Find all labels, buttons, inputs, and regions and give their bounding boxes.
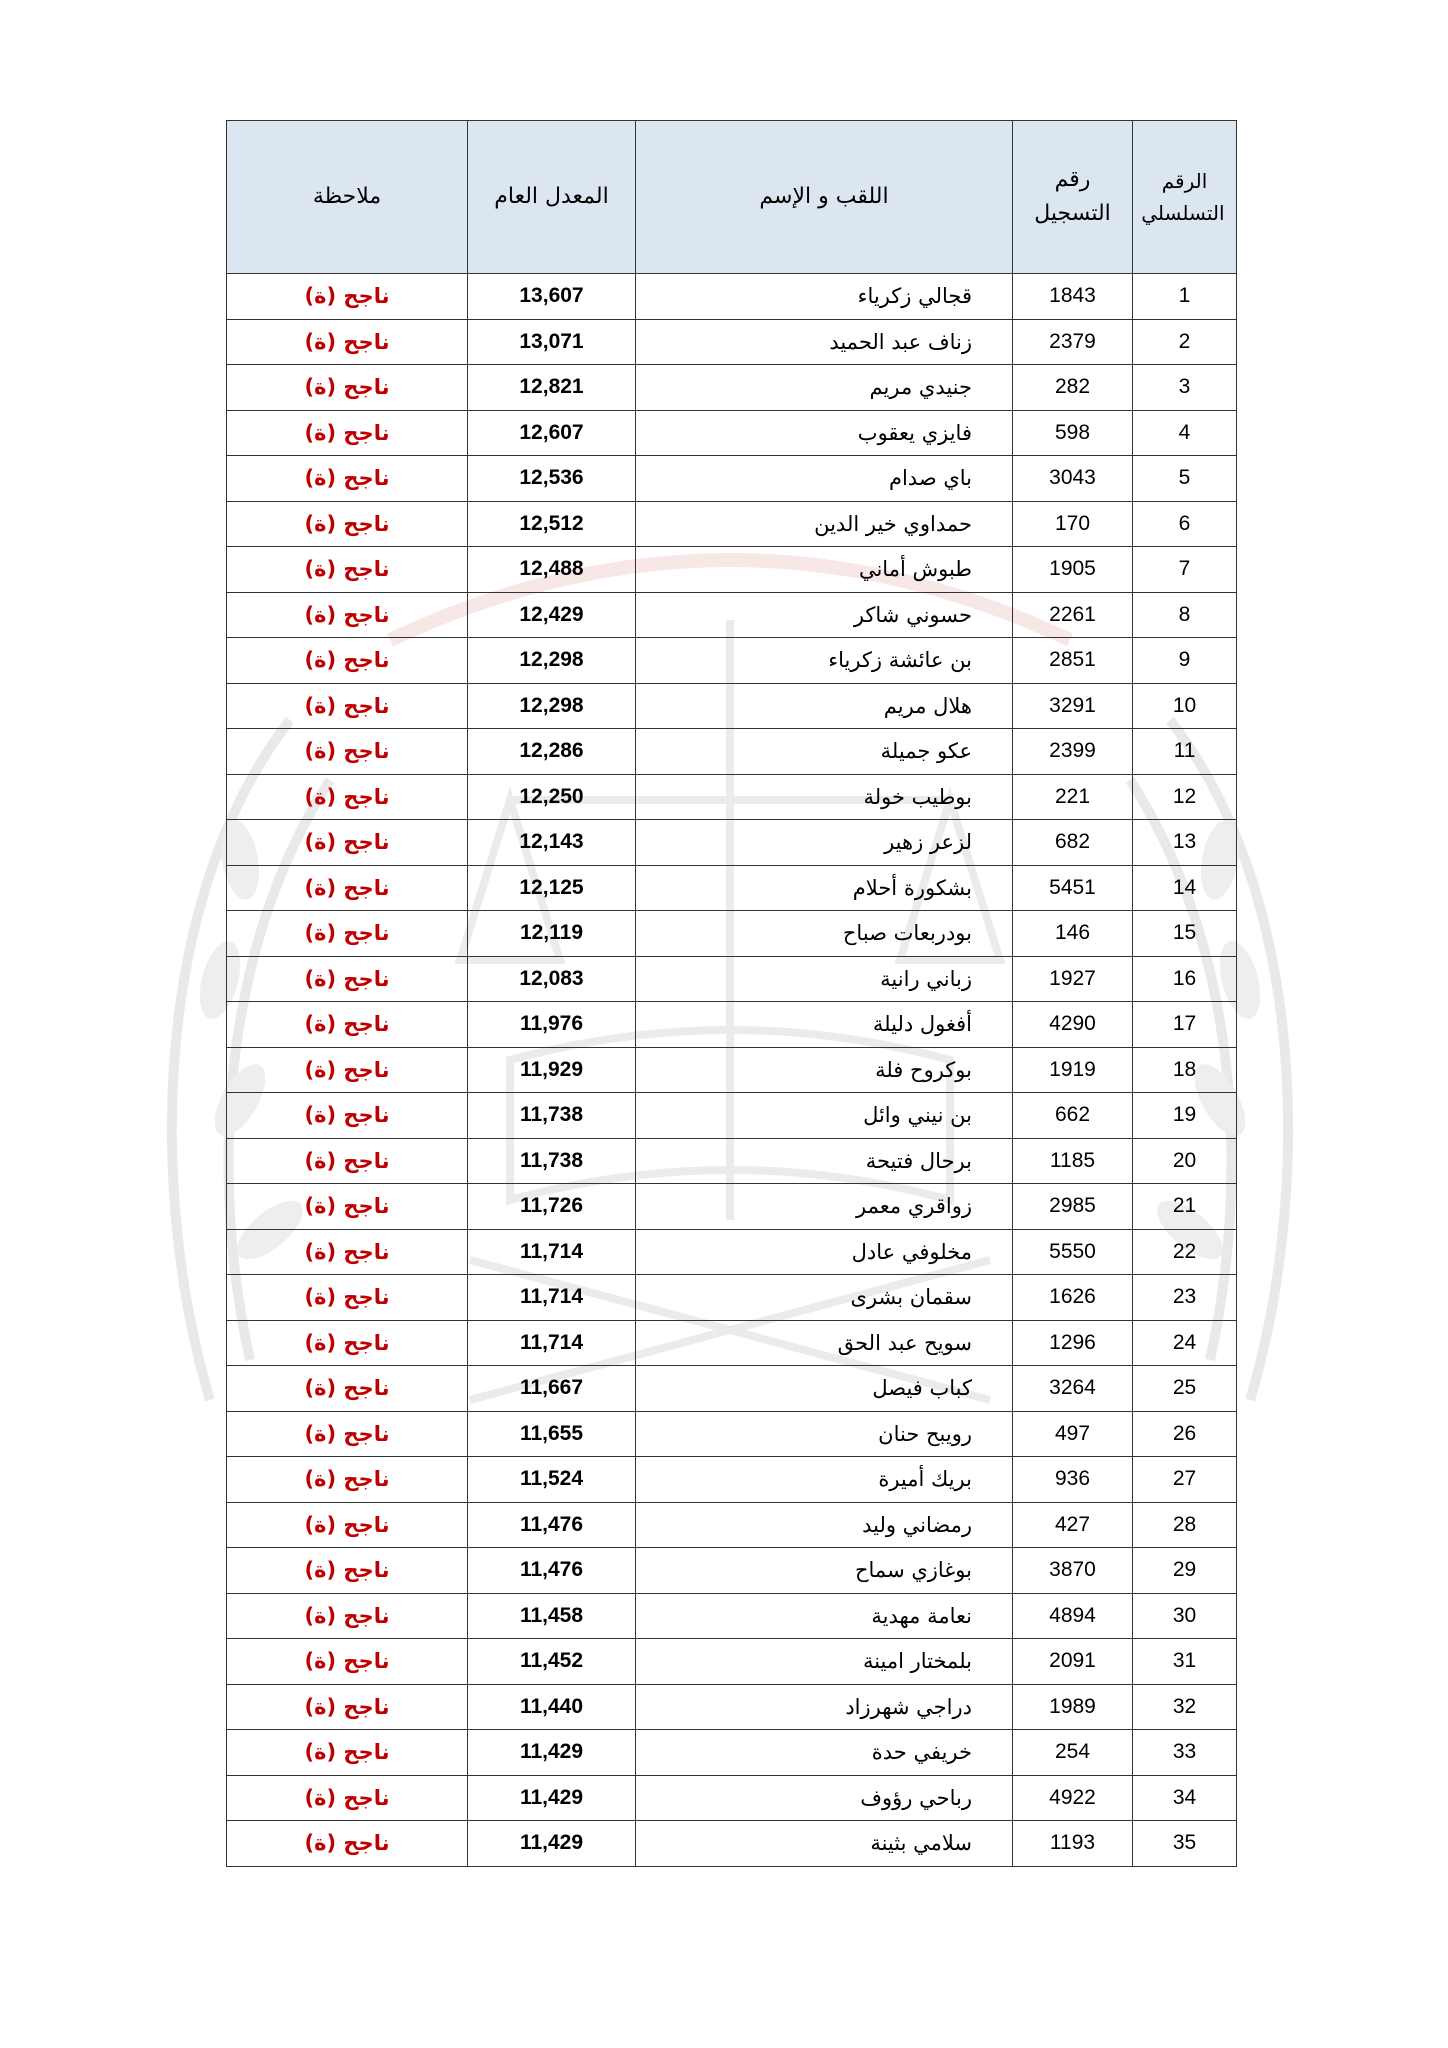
registration-cell: 254: [1013, 1730, 1133, 1776]
average-cell: 11,738: [468, 1138, 636, 1184]
average-cell: 11,976: [468, 1002, 636, 1048]
name-cell: كباب فيصل: [636, 1366, 1013, 1412]
average-cell: 12,119: [468, 911, 636, 957]
serial-cell: 2: [1133, 319, 1237, 365]
table-row: [227, 1138, 1237, 1184]
header-registration: رقم التسجيل: [1013, 121, 1133, 274]
average-cell: 12,250: [468, 774, 636, 820]
table-row: [227, 319, 1237, 365]
note-cell: ناجح (ة): [227, 501, 468, 547]
average-cell: 12,536: [468, 456, 636, 502]
note-cell: ناجح (ة): [227, 319, 468, 365]
serial-cell: 5: [1133, 456, 1237, 502]
registration-cell: 1905: [1013, 547, 1133, 593]
serial-cell: 21: [1133, 1184, 1237, 1230]
serial-cell: 29: [1133, 1548, 1237, 1594]
table-row: [227, 1502, 1237, 1548]
note-cell: ناجح (ة): [227, 1775, 468, 1821]
average-cell: 11,429: [468, 1821, 636, 1867]
table-row: [227, 547, 1237, 593]
registration-cell: 282: [1013, 365, 1133, 411]
name-cell: عكو جميلة: [636, 729, 1013, 775]
table-row: [227, 1684, 1237, 1730]
name-cell: بلمختار امينة: [636, 1639, 1013, 1685]
table-row: [227, 1184, 1237, 1230]
average-cell: 12,143: [468, 820, 636, 866]
name-cell: أفغول دليلة: [636, 1002, 1013, 1048]
note-cell: ناجح (ة): [227, 1184, 468, 1230]
registration-cell: 1296: [1013, 1320, 1133, 1366]
note-cell: ناجح (ة): [227, 1229, 468, 1275]
table-row: [227, 638, 1237, 684]
registration-cell: 2379: [1013, 319, 1133, 365]
table-row: [227, 1366, 1237, 1412]
serial-cell: 10: [1133, 683, 1237, 729]
registration-cell: 146: [1013, 911, 1133, 957]
table-row: [227, 1047, 1237, 1093]
table-body: [227, 274, 1237, 1867]
table-row: [227, 410, 1237, 456]
name-cell: هلال مريم: [636, 683, 1013, 729]
note-cell: ناجح (ة): [227, 1502, 468, 1548]
serial-cell: 12: [1133, 774, 1237, 820]
name-cell: سقمان بشرى: [636, 1275, 1013, 1321]
serial-cell: 16: [1133, 956, 1237, 1002]
serial-cell: 18: [1133, 1047, 1237, 1093]
serial-cell: 32: [1133, 1684, 1237, 1730]
name-cell: سويح عبد الحق: [636, 1320, 1013, 1366]
table-row: [227, 820, 1237, 866]
average-cell: 11,429: [468, 1730, 636, 1776]
registration-cell: 4922: [1013, 1775, 1133, 1821]
registration-cell: 221: [1013, 774, 1133, 820]
note-cell: ناجح (ة): [227, 1093, 468, 1139]
table-row: [227, 1093, 1237, 1139]
note-cell: ناجح (ة): [227, 1684, 468, 1730]
registration-cell: 1193: [1013, 1821, 1133, 1867]
average-cell: 12,125: [468, 865, 636, 911]
serial-cell: 6: [1133, 501, 1237, 547]
average-cell: 11,458: [468, 1593, 636, 1639]
registration-cell: 1927: [1013, 956, 1133, 1002]
name-cell: زواقري معمر: [636, 1184, 1013, 1230]
note-cell: ناجح (ة): [227, 865, 468, 911]
registration-cell: 682: [1013, 820, 1133, 866]
table-row: [227, 1639, 1237, 1685]
name-cell: قجالي زكرياء: [636, 274, 1013, 320]
serial-cell: 26: [1133, 1411, 1237, 1457]
average-cell: 11,476: [468, 1502, 636, 1548]
serial-cell: 11: [1133, 729, 1237, 775]
note-cell: ناجح (ة): [227, 683, 468, 729]
serial-cell: 19: [1133, 1093, 1237, 1139]
serial-cell: 3: [1133, 365, 1237, 411]
header-average: المعدل العام: [468, 121, 636, 274]
serial-cell: 27: [1133, 1457, 1237, 1503]
note-cell: ناجح (ة): [227, 638, 468, 684]
registration-cell: 427: [1013, 1502, 1133, 1548]
registration-cell: 2399: [1013, 729, 1133, 775]
note-cell: ناجح (ة): [227, 774, 468, 820]
table-row: [227, 1002, 1237, 1048]
name-cell: جنيدي مريم: [636, 365, 1013, 411]
serial-cell: 22: [1133, 1229, 1237, 1275]
table-row: [227, 729, 1237, 775]
average-cell: 11,714: [468, 1320, 636, 1366]
note-cell: ناجح (ة): [227, 1320, 468, 1366]
average-cell: 12,488: [468, 547, 636, 593]
table-row: [227, 1775, 1237, 1821]
registration-cell: 3870: [1013, 1548, 1133, 1594]
serial-cell: 8: [1133, 592, 1237, 638]
serial-cell: 14: [1133, 865, 1237, 911]
table-row: [227, 865, 1237, 911]
average-cell: 12,298: [468, 638, 636, 684]
table-row: [227, 683, 1237, 729]
registration-cell: 2985: [1013, 1184, 1133, 1230]
note-cell: ناجح (ة): [227, 1275, 468, 1321]
name-cell: باي صدام: [636, 456, 1013, 502]
note-cell: ناجح (ة): [227, 1047, 468, 1093]
average-cell: 11,714: [468, 1229, 636, 1275]
table-row: [227, 1320, 1237, 1366]
registration-cell: 3264: [1013, 1366, 1133, 1412]
name-cell: بشكورة أحلام: [636, 865, 1013, 911]
registration-cell: 2261: [1013, 592, 1133, 638]
name-cell: دراجي شهرزاد: [636, 1684, 1013, 1730]
average-cell: 11,476: [468, 1548, 636, 1594]
registration-cell: 1919: [1013, 1047, 1133, 1093]
name-cell: رويبح حنان: [636, 1411, 1013, 1457]
table-row: [227, 1821, 1237, 1867]
name-cell: لزعر زهير: [636, 820, 1013, 866]
average-cell: 11,429: [468, 1775, 636, 1821]
table-row: [227, 592, 1237, 638]
serial-cell: 1: [1133, 274, 1237, 320]
table-row: [227, 1593, 1237, 1639]
registration-cell: 1185: [1013, 1138, 1133, 1184]
note-cell: ناجح (ة): [227, 729, 468, 775]
name-cell: بن نيني وائل: [636, 1093, 1013, 1139]
serial-cell: 30: [1133, 1593, 1237, 1639]
name-cell: زباني رانية: [636, 956, 1013, 1002]
serial-cell: 28: [1133, 1502, 1237, 1548]
registration-cell: 3291: [1013, 683, 1133, 729]
name-cell: مخلوفي عادل: [636, 1229, 1013, 1275]
average-cell: 12,429: [468, 592, 636, 638]
serial-cell: 13: [1133, 820, 1237, 866]
average-cell: 12,821: [468, 365, 636, 411]
serial-cell: 24: [1133, 1320, 1237, 1366]
serial-cell: 33: [1133, 1730, 1237, 1776]
name-cell: نعامة مهدية: [636, 1593, 1013, 1639]
serial-cell: 34: [1133, 1775, 1237, 1821]
note-cell: ناجح (ة): [227, 1138, 468, 1184]
registration-cell: 5550: [1013, 1229, 1133, 1275]
name-cell: بوطيب خولة: [636, 774, 1013, 820]
registration-cell: 1843: [1013, 274, 1133, 320]
header-row: [227, 121, 1237, 274]
name-cell: برحال فتيحة: [636, 1138, 1013, 1184]
average-cell: 12,286: [468, 729, 636, 775]
note-cell: ناجح (ة): [227, 547, 468, 593]
note-cell: ناجح (ة): [227, 1411, 468, 1457]
registration-cell: 936: [1013, 1457, 1133, 1503]
table-row: [227, 956, 1237, 1002]
average-cell: 11,929: [468, 1047, 636, 1093]
serial-cell: 35: [1133, 1821, 1237, 1867]
registration-cell: 4894: [1013, 1593, 1133, 1639]
registration-cell: 598: [1013, 410, 1133, 456]
note-cell: ناجح (ة): [227, 1002, 468, 1048]
average-cell: 11,440: [468, 1684, 636, 1730]
serial-cell: 25: [1133, 1366, 1237, 1412]
name-cell: بريك أميرة: [636, 1457, 1013, 1503]
note-cell: ناجح (ة): [227, 1639, 468, 1685]
note-cell: ناجح (ة): [227, 274, 468, 320]
registration-cell: 5451: [1013, 865, 1133, 911]
name-cell: زناف عبد الحميد: [636, 319, 1013, 365]
note-cell: ناجح (ة): [227, 410, 468, 456]
note-cell: ناجح (ة): [227, 1730, 468, 1776]
registration-cell: 2851: [1013, 638, 1133, 684]
table-row: [227, 274, 1237, 320]
registration-cell: 497: [1013, 1411, 1133, 1457]
name-cell: خريفي حدة: [636, 1730, 1013, 1776]
note-cell: ناجح (ة): [227, 1821, 468, 1867]
table-row: [227, 911, 1237, 957]
table-row: [227, 1730, 1237, 1776]
name-cell: حمداوي خير الدين: [636, 501, 1013, 547]
note-cell: ناجح (ة): [227, 365, 468, 411]
serial-cell: 9: [1133, 638, 1237, 684]
serial-cell: 15: [1133, 911, 1237, 957]
note-cell: ناجح (ة): [227, 592, 468, 638]
note-cell: ناجح (ة): [227, 1366, 468, 1412]
serial-cell: 31: [1133, 1639, 1237, 1685]
serial-cell: 23: [1133, 1275, 1237, 1321]
header-serial: الرقم التسلسلي: [1133, 121, 1237, 274]
note-cell: ناجح (ة): [227, 1548, 468, 1594]
name-cell: حسوني شاكر: [636, 592, 1013, 638]
note-cell: ناجح (ة): [227, 820, 468, 866]
name-cell: رمضاني وليد: [636, 1502, 1013, 1548]
registration-cell: 4290: [1013, 1002, 1133, 1048]
average-cell: 11,524: [468, 1457, 636, 1503]
name-cell: بوكروح فلة: [636, 1047, 1013, 1093]
average-cell: 11,714: [468, 1275, 636, 1321]
table-row: [227, 774, 1237, 820]
note-cell: ناجح (ة): [227, 956, 468, 1002]
serial-cell: 17: [1133, 1002, 1237, 1048]
average-cell: 11,452: [468, 1639, 636, 1685]
note-cell: ناجح (ة): [227, 456, 468, 502]
average-cell: 12,083: [468, 956, 636, 1002]
serial-cell: 4: [1133, 410, 1237, 456]
table-row: [227, 1457, 1237, 1503]
average-cell: 12,607: [468, 410, 636, 456]
registration-cell: 1989: [1013, 1684, 1133, 1730]
table-row: [227, 501, 1237, 547]
note-cell: ناجح (ة): [227, 1457, 468, 1503]
name-cell: بودربعات صباح: [636, 911, 1013, 957]
name-cell: فايزي يعقوب: [636, 410, 1013, 456]
serial-cell: 7: [1133, 547, 1237, 593]
average-cell: 11,655: [468, 1411, 636, 1457]
average-cell: 12,298: [468, 683, 636, 729]
average-cell: 13,607: [468, 274, 636, 320]
average-cell: 11,667: [468, 1366, 636, 1412]
name-cell: رباحي رؤوف: [636, 1775, 1013, 1821]
table-row: [227, 1411, 1237, 1457]
table-row: [227, 1548, 1237, 1594]
serial-cell: 20: [1133, 1138, 1237, 1184]
average-cell: 11,738: [468, 1093, 636, 1139]
results-table: [226, 120, 1237, 1867]
average-cell: 11,726: [468, 1184, 636, 1230]
average-cell: 12,512: [468, 501, 636, 547]
registration-cell: 662: [1013, 1093, 1133, 1139]
registration-cell: 170: [1013, 501, 1133, 547]
registration-cell: 3043: [1013, 456, 1133, 502]
name-cell: طبوش أماني: [636, 547, 1013, 593]
table-row: [227, 365, 1237, 411]
registration-cell: 2091: [1013, 1639, 1133, 1685]
table-row: [227, 1229, 1237, 1275]
name-cell: بوغازي سماح: [636, 1548, 1013, 1594]
note-cell: ناجح (ة): [227, 911, 468, 957]
header-name: اللقب و الإسم: [636, 121, 1013, 274]
registration-cell: 1626: [1013, 1275, 1133, 1321]
table-row: [227, 1275, 1237, 1321]
table-header: [227, 121, 1237, 274]
average-cell: 13,071: [468, 319, 636, 365]
header-note: ملاحظة: [227, 121, 468, 274]
name-cell: بن عائشة زكرياء: [636, 638, 1013, 684]
name-cell: سلامي بثينة: [636, 1821, 1013, 1867]
note-cell: ناجح (ة): [227, 1593, 468, 1639]
table-row: [227, 456, 1237, 502]
